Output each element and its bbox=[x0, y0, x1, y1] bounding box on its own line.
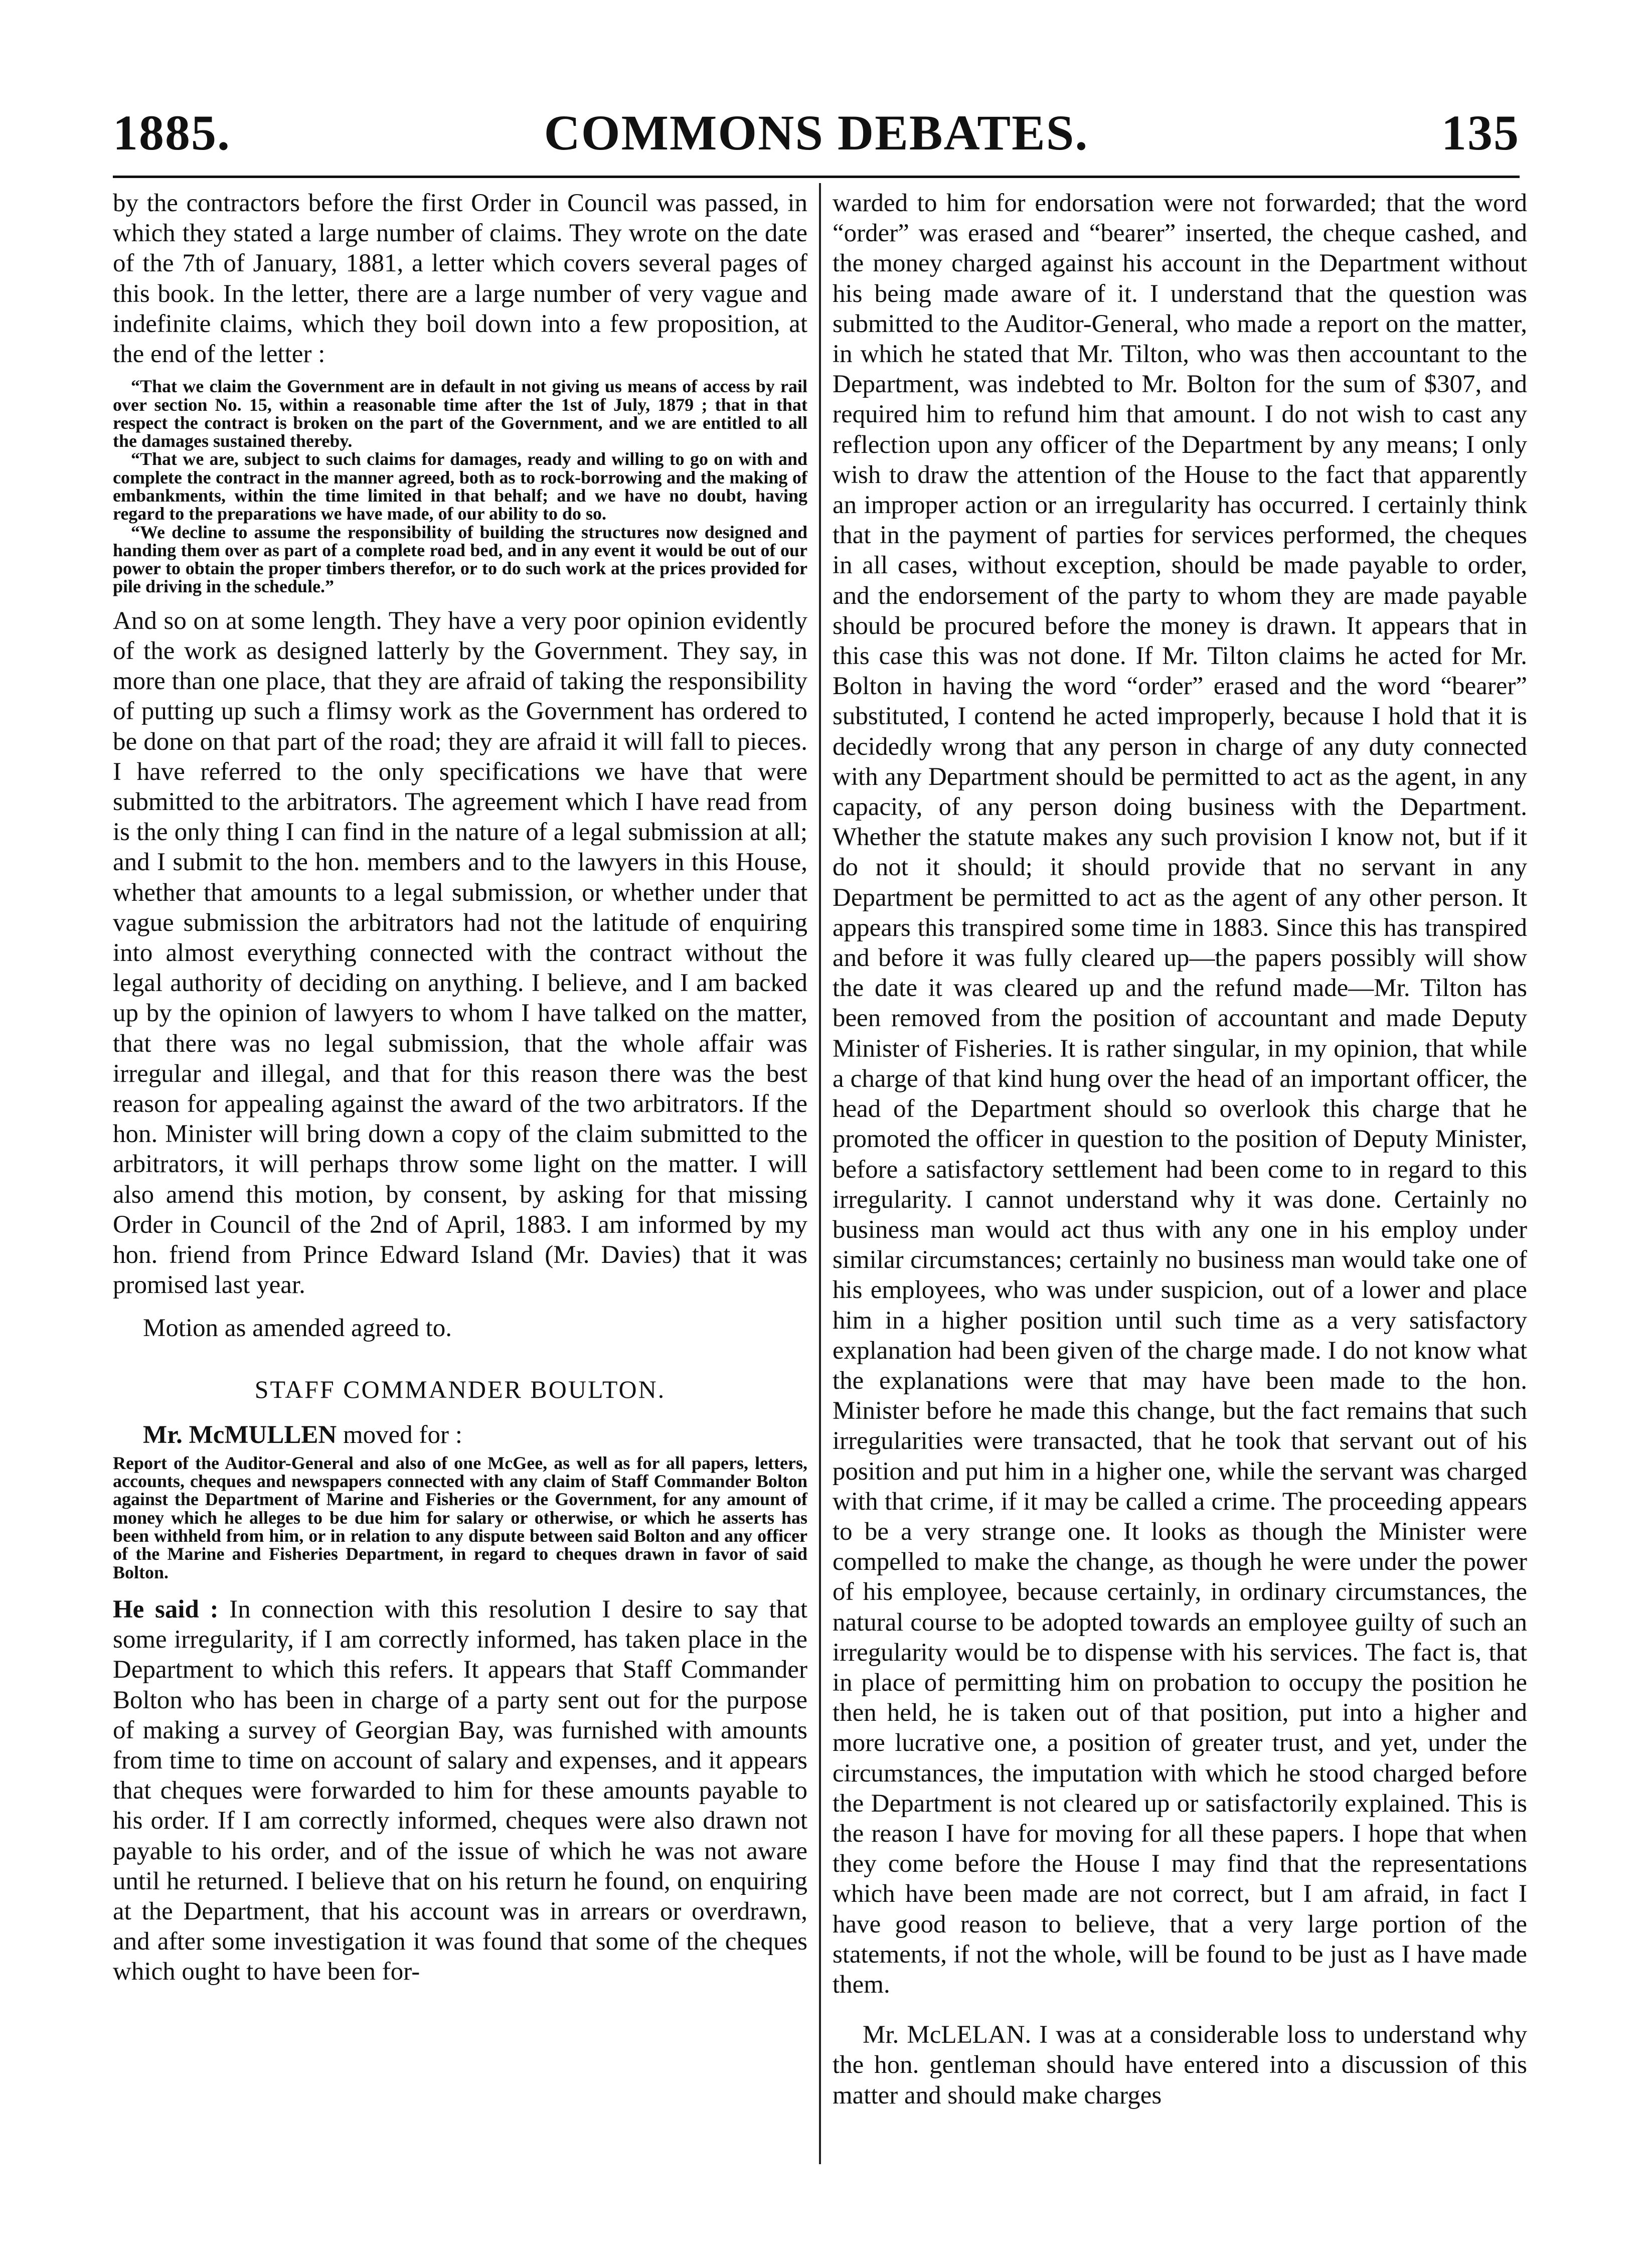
continuation-paragraph: warded to him for endorsation were not forwarded; that the word “order” was erased and “bearer” inserted, the cheque cashed, and the money charged against his account in the Department without his being made aware of it. I understand that the question was submitted to the Auditor-General, who made a report on the matter, in which he stated that Mr. Tilton, who was then accountant to the Department, was indebted to Mr. Bolton for the sum of $307, and required him to refund him that amount. I do not wish to cast any reflection upon any officer of the Department by any means; I only wish to draw the attention of the House to the fact that apparently an improper action or an irregularity has occurred. I certainly think that in the payment of parties for services performed, the cheques in all cases, without exception, should be made payable to order, and the endorsement of the party to whom they are made payable should be procured before the money is drawn. It appears that in this case this was not done. If Mr. Tilton claims he acted for Mr. Bolton in having the word “order” erased and the word “bearer” substituted, I contend he acted improperly, because I hold that it is decidedly wrong that any person in charge of any duty connected with any Department should be permitted to act as the agent, in any capacity, of any person doing business with the Department. Whether the statute makes any such provision I know not, but if it do not it should; it should provide that no servant in any Department be permitted to act as the agent of any other person. It appears this transpired some time in 1883. Since this has transpired and before it was fully cleared up—the papers possibly will show the date it was cleared up and the refund made—Mr. Tilton has been removed from the position of accountant and made Deputy Minister of Fisheries. It is rather singular, in my opinion, that while a charge of that kind hung over the head of an important officer, the head of the Department should so overlook this charge that he promoted the officer in question to the position of Deputy Minister, before a satisfactory settlement had been come to in regard to this irregularity. I cannot understand why it was done. Certainly no business man would act thus with any one in his employ under similar circumstances; certainly no business man would take one of his employees, who was under suspicion, out of a lower and place him in a higher position until such time as a very satisfactory explanation had been given of the charge made. I do not know what the explanations were that may have been made to the hon. Minister before he made this change, but the fact remains that such irregularities were transacted, that he took that servant out of his position and put him in a higher one, while the servant was charged with that crime, if it may be called a crime. The proceeding appears to be a very strange one. It looks as though the Minister were compelled to make the change, as though he were under the power of his employee, because certainly, in ordinary circumstances, the natural course to be adopted towards an employee guilty of such an irregularity would be to dispense with his services. The fact is, that in place of permitting him on probation to occupy the position he then held, he is taken out of that position, put into a higher and more lucrative one, a position of greater trust, and yet, under the circumstances, the imputation with which he stood charged before the Department is not cleared up or satisfactorily explained. This is the reason I have for moving for all these papers. I hope that when they come before the House I may find that the representations which have been made are not correct, but I am afraid, in fact I have good reason to believe, that a very large portion of the statements, if not the whole, will be found to be just as I have made them. bbox=[833, 189, 1527, 1999]
quote-paragraph-2: “That we are, subject to such claims for damages, ready and willing to go on with and complete the contract in the manner agreed, both as to rock-borrowing and the making of embankments, within the time limited in that behalf; and we have no doubt, having regard to the preparations we have made, of our ability to do so. bbox=[113, 449, 807, 524]
quoted-letter bbox=[113, 377, 807, 596]
right-column bbox=[833, 188, 1527, 2111]
header-title: COMMONS DEBATES. bbox=[544, 105, 1089, 160]
said-label: He said : bbox=[113, 1595, 219, 1624]
motion-intro bbox=[113, 1420, 807, 1450]
quote-paragraph-3: “We decline to assume the responsibility of building the structures now designed and handing them over as part of a complete road bed, and in any event it would be out of our power to obtain the proper timbers therefor, or to do such work at the prices provided for pile driving in the schedule.” bbox=[113, 522, 807, 597]
column-divider bbox=[819, 183, 821, 2164]
page-header bbox=[113, 103, 1520, 173]
reply-text: I was at a considerable loss to understand why the hon. gentleman should have entered into a discussion of this matter and should make charges bbox=[833, 2021, 1527, 2110]
speech-paragraph bbox=[113, 1594, 807, 1987]
body-paragraph: And so on at some length. They have a very poor opinion evidently of the work as designed latterly by the Government. They say, in more than one place, that they are afraid of taking the responsibility of putting up such a flimsy work as the Government has ordered to be done on that part of the road; they are afraid it will fall to pieces. I have referred to the only specifications we have that were submitted to the arbitrators. The agreement which I have read from is the only thing I can find in the nature of a legal submission at all; and I submit to the hon. members and to the lawyers in this House, whether that amounts to a legal submission, or whether under that vague submission the arbitrators had not the latitude of enquiring into almost everything connected with the contract without the legal authority of deciding on anything. I believe, and I am backed up by the opinion of lawyers to whom I have talked on the matter, that there was no legal submission, that the whole affair was irregular and illegal, and that for this reason there was the best reason for appealing against the award of the two arbitrators. If the hon. Minister will bring down a copy of the claim submitted to the arbitrators, it will perhaps throw some light on the matter. I will also amend this motion, by consent, by asking for that missing Order in Council of the 2nd of April, 1883. I am informed by my hon. friend from Prince Edward Island (Mr. Davies) that it was promised last year. bbox=[113, 606, 807, 1300]
header-page-number: 135 bbox=[1441, 105, 1520, 160]
reply-speaker: Mr. McLELAN. bbox=[863, 2021, 1032, 2049]
header-year: 1885. bbox=[113, 105, 231, 160]
motion-intro-text: moved for : bbox=[343, 1420, 462, 1449]
resolution-text: Report of the Auditor-General and also of one McGee, as well as for all papers, letters, accounts, cheques and newspapers connected with any claim of Staff Commander Bolton against the Department of Marine and Fisheries or the Government, for any amount of money which he alleges to be due him for salary or otherwise, or which he asserts has been withheld from him, or in relation to any dispute between said Bolton and any officer of the Marine and Fisheries Department, in regard to cheques drawn in favor of said Bolton. bbox=[113, 1452, 807, 1582]
said-text: In connection with this resolution I desire to say that some irregularity, if I am correctly informed, has taken place in the Department to which this refers. It appears that Staff Commander Bolton who has been in charge of a party sent out for the purpose of making a survey of Georgian Bay, was furnished with amounts from time to time on account of salary and expenses, and it appears that cheques were forwarded to him for these amounts payable to his order. If I am correctly informed, cheques were also drawn not payable to his order, and of the issue of which he was not aware until he returned. I believe that on his return he found, on enquiring at the Department, that his account was in arrears or overdrawn, and after some investigation it was found that some of the cheques which ought to have been for- bbox=[113, 1595, 808, 1986]
intro-paragraph: by the contractors before the first Order in Council was passed, in which they stated a large number of claims. They wrote on the date of the 7th of January, 1881, a letter which covers several pages of this book. In the letter, there are a large number of very vague and indefinite claims, which they boil down into a few proposition, at the end of the letter : bbox=[113, 189, 807, 369]
motion-result: Motion as amended agreed to. bbox=[143, 1314, 452, 1343]
resolution-text-block bbox=[113, 1454, 807, 1581]
section-heading: STAFF COMMANDER BOULTON. bbox=[254, 1375, 666, 1403]
speaker-name: Mr. McMULLEN bbox=[143, 1420, 337, 1449]
header-rule bbox=[113, 176, 1520, 178]
reply-paragraph bbox=[833, 2020, 1527, 2111]
left-column bbox=[113, 188, 807, 1987]
quote-paragraph-1: “That we claim the Government are in default in not giving us means of access by rail over section No. 15, within a reasonable time after the 1st of July, 1879 ; that in that respect the contract is broken on the part of the Government, and we are entitled to all the damages sustained thereby. bbox=[113, 376, 807, 451]
